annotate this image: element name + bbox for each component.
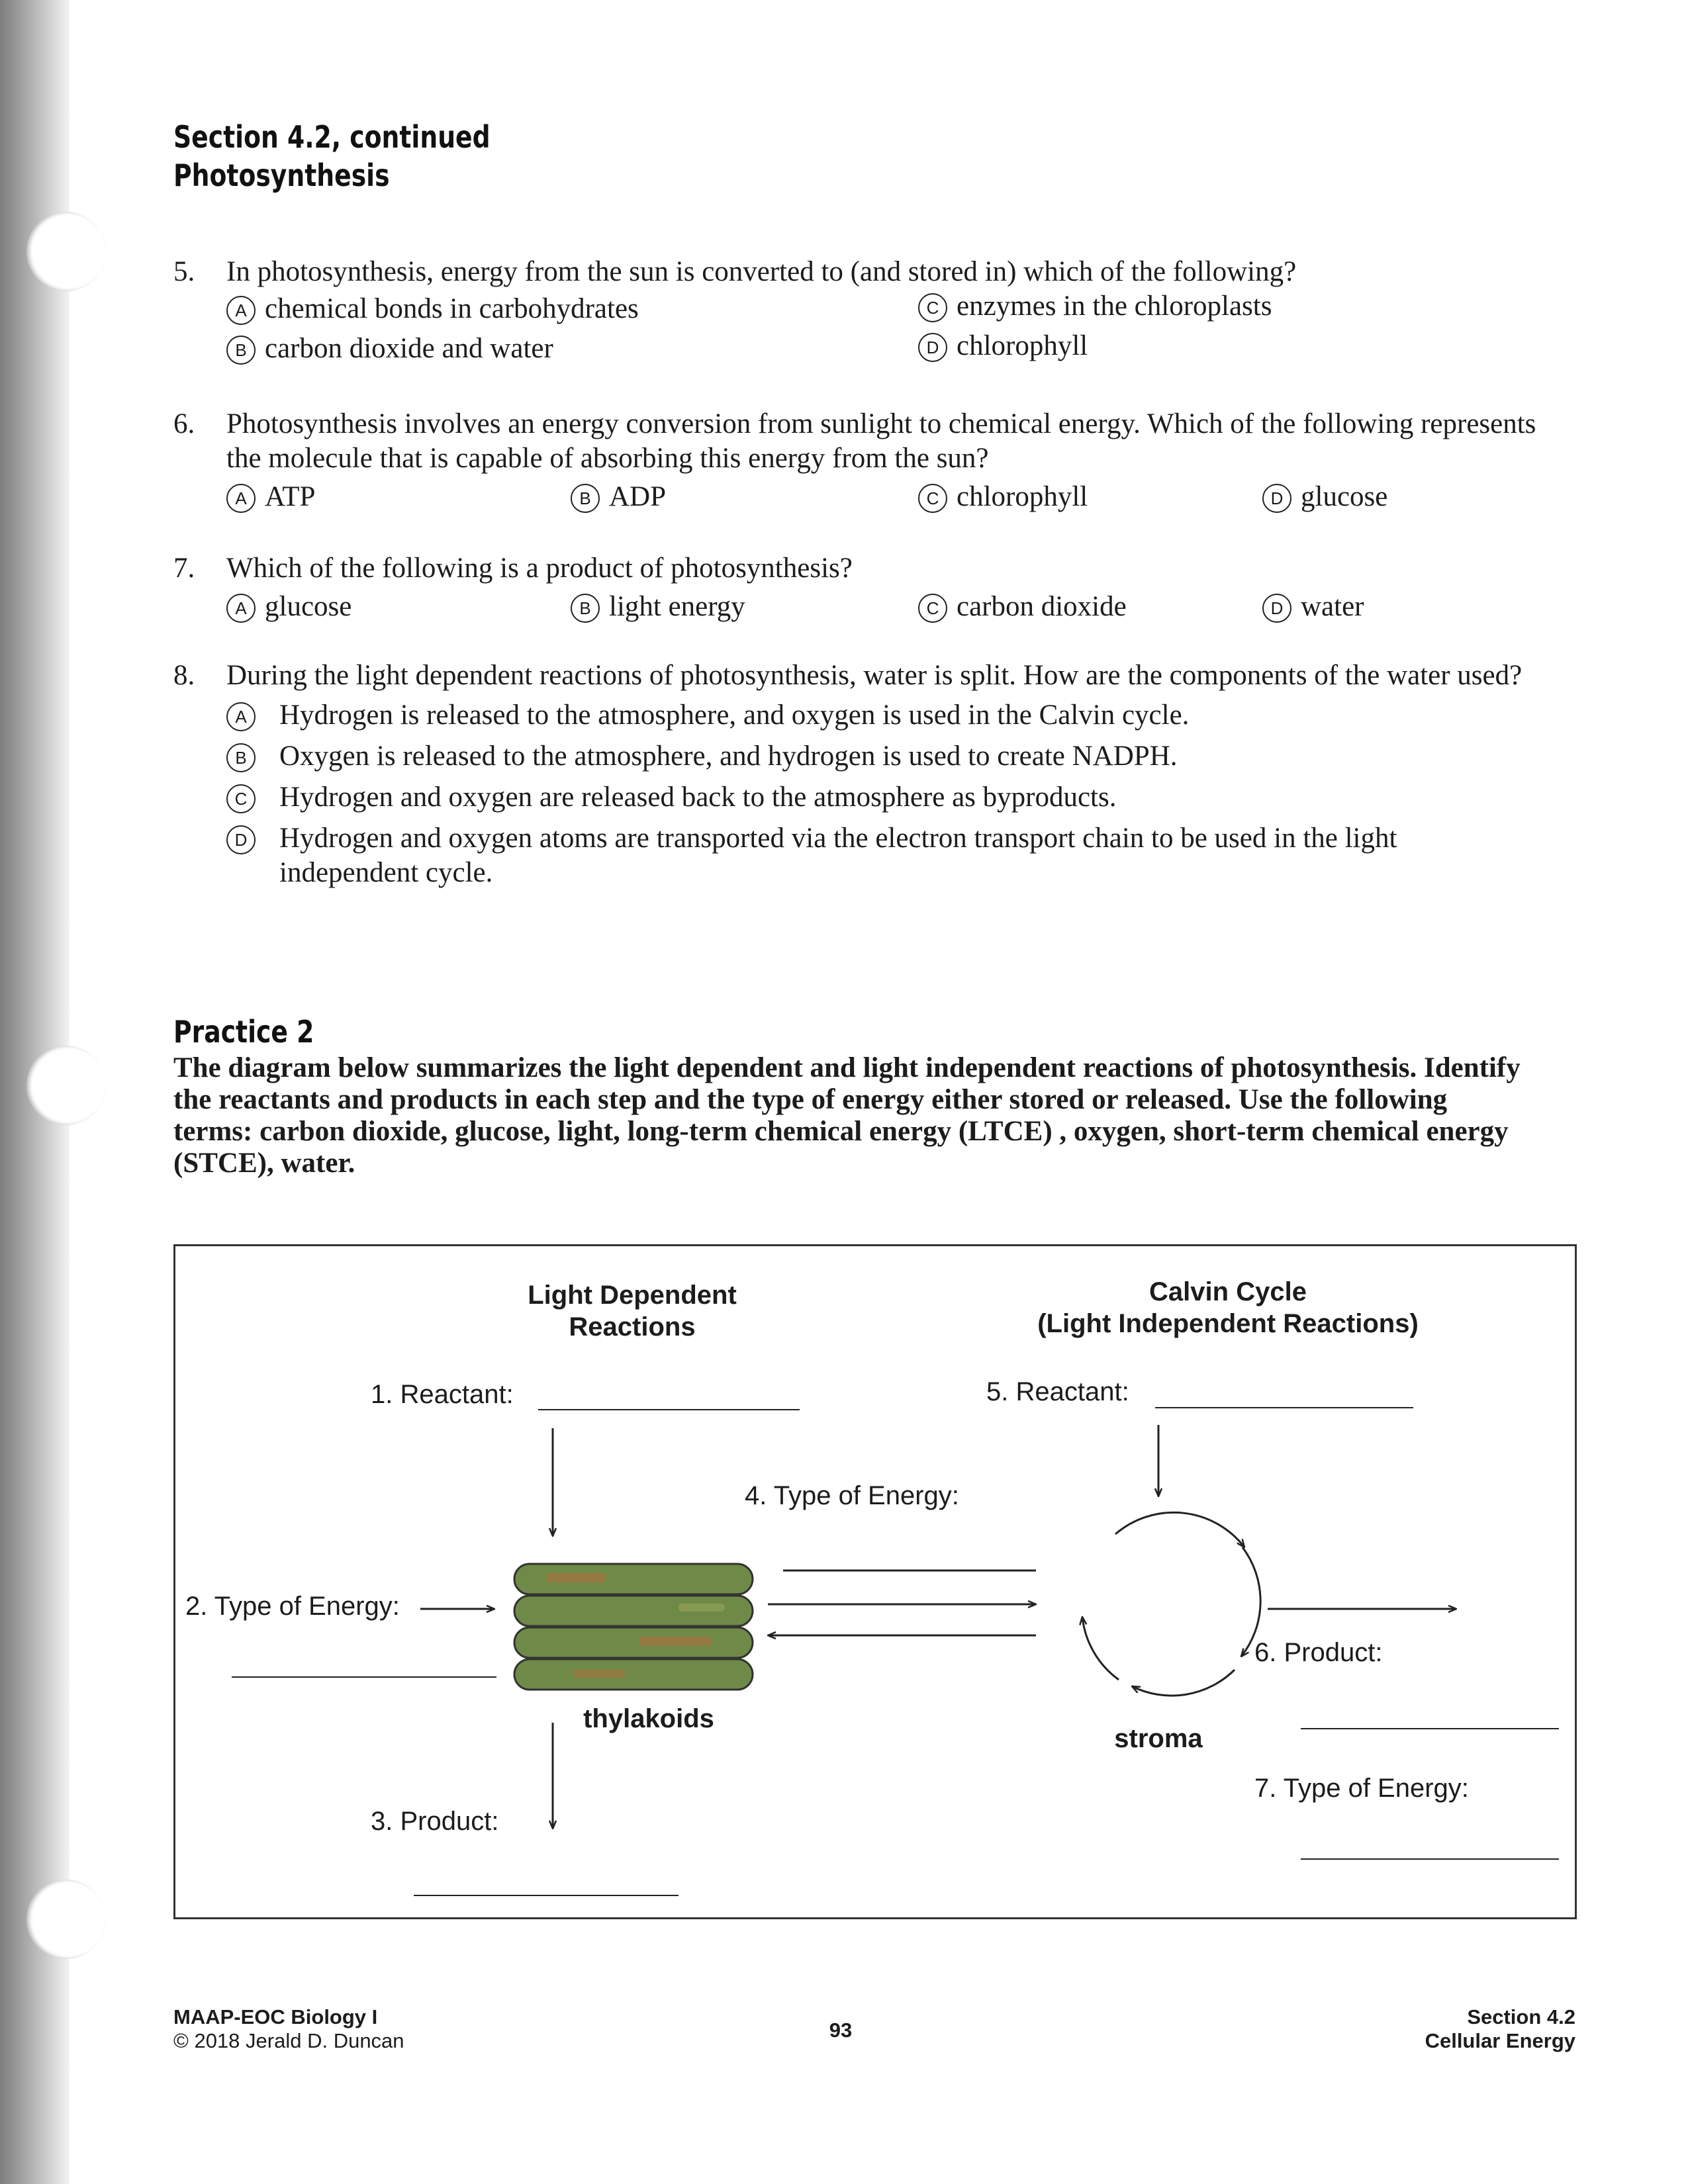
option-b[interactable]: B carbon dioxide and water [226, 332, 553, 366]
question-stem: Which of the following is a product of photosynthesis? [226, 553, 853, 584]
thylakoid-stack [514, 1564, 753, 1690]
section-heading: Section 4.2, continued [173, 119, 491, 155]
footer-course: MAAP-EOC Biology I [173, 2005, 378, 2028]
option-c[interactable]: C chlorophyll [918, 480, 1088, 514]
thylakoid-shading [546, 1573, 606, 1582]
option-d[interactable]: D chlorophyll [918, 329, 1088, 363]
option-b[interactable]: B light energy [571, 590, 745, 624]
option-circle: A [226, 594, 256, 623]
option-circle: A [226, 702, 256, 731]
option-circle: A [226, 296, 256, 325]
cycle-arrow [1082, 1617, 1119, 1680]
option-circle: C [918, 484, 947, 513]
punch-hole [26, 1046, 106, 1125]
question-number: 7. [173, 553, 195, 584]
question-stem: During the light dependent reactions of photosynthesis, water is split. How are the components of the water used? [226, 660, 1523, 691]
label-energy-7: 7. Type of Energy: [1254, 1774, 1469, 1803]
option-circle: C [226, 784, 256, 813]
question-stem: In photosynthesis, energy from the sun is converted to (and stored in) which of the following? [226, 256, 1297, 287]
thylakoid-shading [679, 1604, 725, 1612]
answer-blank-3[interactable] [414, 1895, 679, 1896]
option-circle: D [226, 825, 256, 854]
option-a[interactable]: A chemical bonds in carbohydrates [226, 292, 639, 326]
option-circle: C [918, 594, 947, 623]
thylakoids-label: thylakoids [583, 1704, 714, 1733]
cycle-arrow [1132, 1670, 1235, 1696]
option-c[interactable]: C Hydrogen and oxygen are released back to the atmosphere as byproducts. [226, 780, 1537, 821]
option-b[interactable]: B Oxygen is released to the atmosphere, and hydrogen is used to create NADPH. [226, 739, 1537, 780]
label-product-6: 6. Product: [1254, 1638, 1383, 1667]
option-d[interactable]: D water [1262, 590, 1364, 624]
answer-blank-1[interactable] [538, 1409, 800, 1410]
practice-instructions: The diagram below summarizes the light dependent and light independent reactions of photosynthesis. Identify the reactants and products in each step and the type of energy either stored or released. Use the following terms: carbon dioxide, glucose, light, long-term chemical energy (LTCE) , oxygen, short-term chemical energy (STCE), water. [173, 1052, 1521, 1179]
question-number: 6. [173, 408, 195, 439]
option-b[interactable]: B ADP [571, 480, 666, 514]
option-d[interactable]: D Hydrogen and oxygen atoms are transported via the electron transport chain to be used in the light independent cycle. [226, 821, 1537, 890]
answer-blank-2[interactable] [232, 1676, 496, 1678]
question-6 [173, 407, 1537, 518]
label-reactant-1: 1. Reactant: [371, 1380, 514, 1409]
label-product-3: 3. Product: [371, 1807, 499, 1836]
thylakoid-disc [514, 1627, 753, 1658]
option-circle: D [1262, 484, 1291, 513]
page-number: 93 [829, 2019, 853, 2042]
section-subheading: Photosynthesis [173, 158, 390, 193]
answer-blank-5[interactable] [1155, 1407, 1413, 1408]
option-circle: C [918, 293, 947, 322]
thylakoid-shading [639, 1637, 712, 1646]
ld-title: Light Dependent Reactions [528, 1281, 737, 1342]
footer-left [173, 2005, 404, 2053]
photosynthesis-diagram [173, 1244, 1577, 1919]
answer-blank-7[interactable] [1301, 1858, 1559, 1860]
option-a[interactable]: A glucose [226, 590, 352, 624]
footer-copyright: © 2018 Jerald D. Duncan [173, 2029, 404, 2052]
question-7 [173, 551, 1537, 628]
label-energy-2: 2. Type of Energy: [185, 1592, 400, 1621]
punch-hole [26, 212, 106, 291]
option-d[interactable]: D glucose [1262, 480, 1387, 514]
option-a[interactable]: A ATP [226, 480, 315, 514]
option-circle: B [226, 336, 256, 365]
option-circle: B [226, 743, 256, 772]
label-reactant-5: 5. Reactant: [986, 1377, 1129, 1406]
option-circle: D [918, 333, 947, 362]
question-number: 8. [173, 660, 195, 691]
cycle-arrow [1115, 1512, 1244, 1547]
question-5 [173, 255, 1537, 371]
question-stem: Photosynthesis involves an energy conversion from sunlight to chemical energy. Which of the following represents the molecule that is capable of absorbing this energy from the sun? [226, 408, 1536, 474]
option-circle: D [1262, 594, 1291, 623]
option-c[interactable]: C carbon dioxide [918, 590, 1127, 624]
answer-blank-6[interactable] [1301, 1728, 1559, 1729]
option-circle: A [226, 484, 256, 513]
practice-title: Practice 2 [173, 1014, 314, 1050]
stroma-label: stroma [1114, 1724, 1203, 1753]
footer-topic: Cellular Energy [1425, 2029, 1575, 2052]
option-c[interactable]: C enzymes in the chloroplasts [918, 289, 1272, 324]
thylakoid-shading [573, 1670, 626, 1678]
question-8 [173, 659, 1537, 890]
option-circle: B [571, 594, 600, 623]
option-a[interactable]: A Hydrogen is released to the atmosphere, and oxygen is used in the Calvin cycle. [226, 698, 1537, 739]
question-number: 5. [173, 256, 195, 287]
cc-title: Calvin Cycle (Light Independent Reactions) [1037, 1277, 1419, 1338]
footer-right [1311, 2005, 1575, 2053]
footer-section: Section 4.2 [1467, 2005, 1575, 2028]
punch-hole [26, 1880, 106, 1959]
thylakoid-disc [514, 1659, 753, 1690]
label-energy-4: 4. Type of Energy: [745, 1481, 959, 1510]
option-circle: B [571, 484, 600, 513]
